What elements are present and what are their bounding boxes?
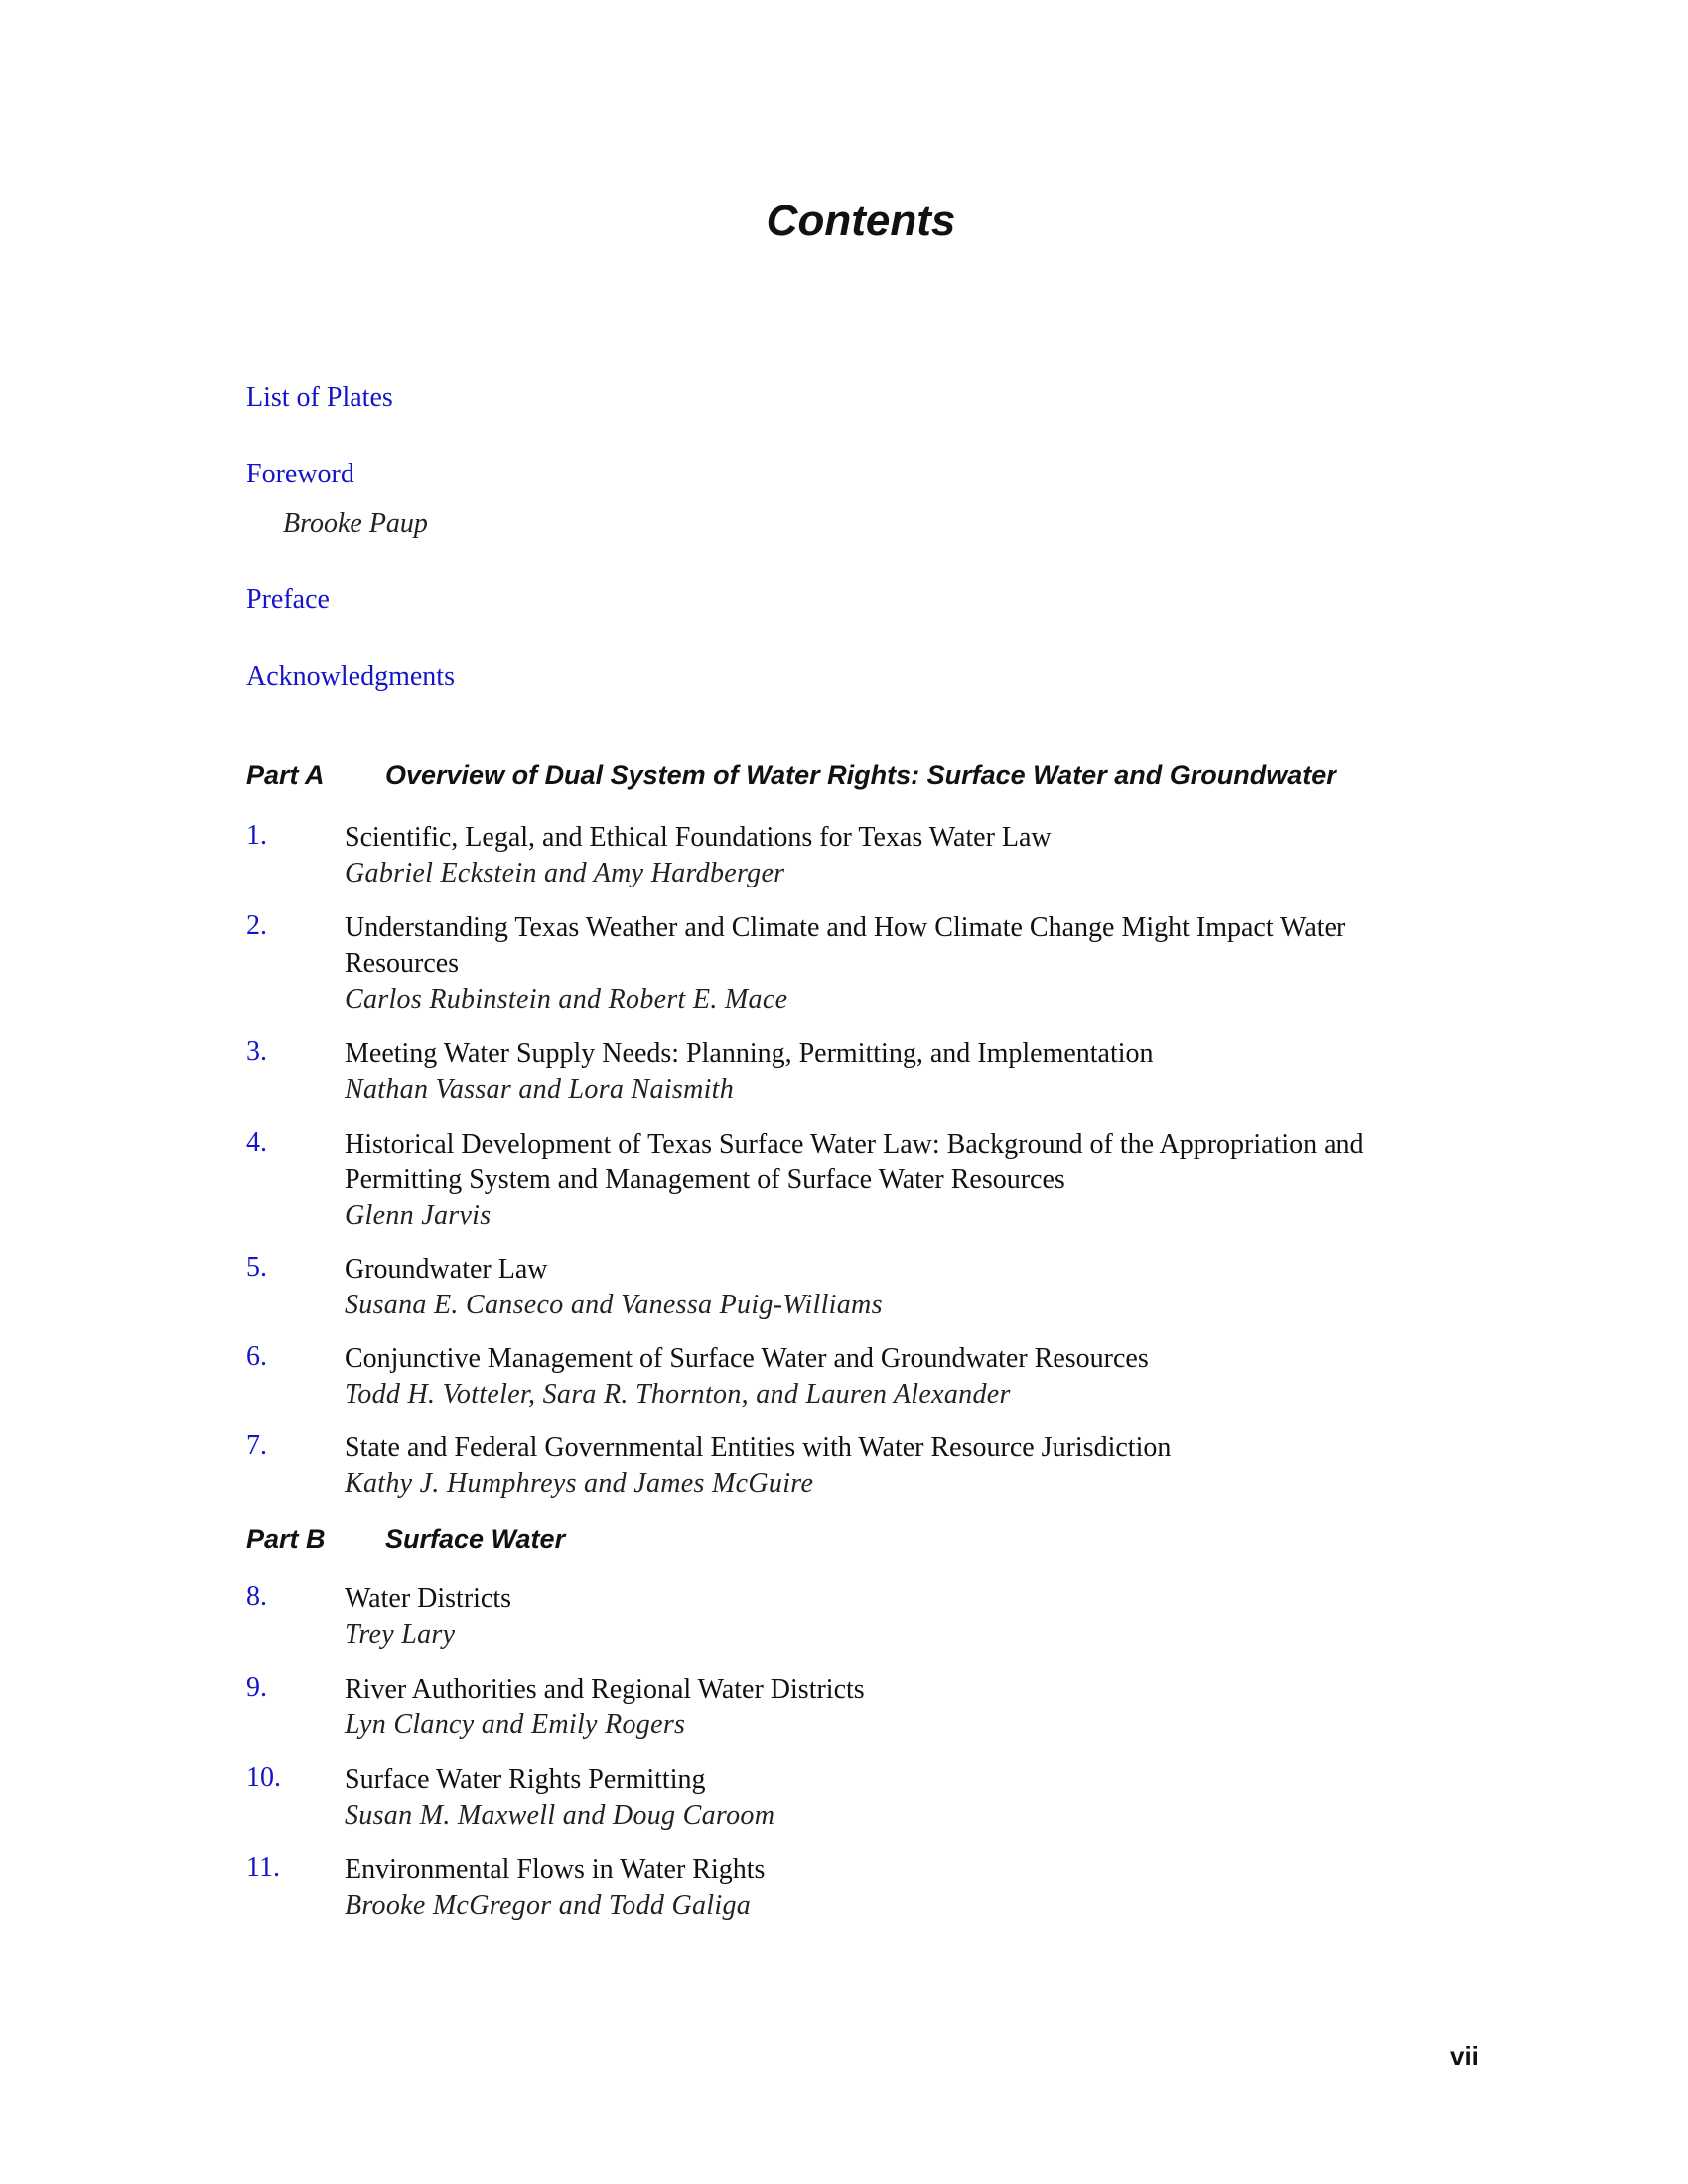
toc-link-foreword[interactable]: Foreword	[246, 459, 354, 489]
foreword-author: Brooke Paup	[283, 508, 428, 539]
chapter-title-continued: Resources	[345, 948, 460, 979]
chapter-title: Water Districts	[345, 1583, 512, 1614]
chapter-authors: Carlos Rubinstein and Robert E. Mace	[345, 984, 788, 1015]
chapter-number-link[interactable]: 9.	[246, 1672, 267, 1703]
chapter-title: Surface Water Rights Permitting	[345, 1764, 706, 1795]
chapter-authors: Brooke McGregor and Todd Galiga	[345, 1890, 752, 1921]
chapter-number-link[interactable]: 5.	[246, 1252, 267, 1283]
chapter-authors: Susan M. Maxwell and Doug Caroom	[345, 1800, 775, 1831]
chapter-title: State and Federal Governmental Entities with Water Resource Jurisdiction	[345, 1433, 1172, 1463]
part-label: Part A	[246, 760, 325, 790]
chapter-number-link[interactable]: 1.	[246, 820, 267, 851]
chapter-authors: Lyn Clancy and Emily Rogers	[345, 1709, 686, 1740]
chapter-authors: Susana E. Canseco and Vanessa Puig-Williams	[345, 1290, 883, 1320]
chapter-authors: Gabriel Eckstein and Amy Hardberger	[345, 858, 785, 888]
page-number: vii	[1450, 2041, 1478, 2071]
chapter-title: Groundwater Law	[345, 1254, 548, 1285]
chapter-authors: Todd H. Votteler, Sara R. Thornton, and Lauren Alexander	[345, 1379, 1011, 1410]
chapter-title: Meeting Water Supply Needs: Planning, Permitting, and Implementation	[345, 1038, 1154, 1069]
chapter-title: Conjunctive Management of Surface Water and Groundwater Resources	[345, 1343, 1149, 1374]
chapter-title: River Authorities and Regional Water Districts	[345, 1674, 865, 1705]
chapter-authors: Trey Lary	[345, 1619, 456, 1650]
part-label: Part B	[246, 1524, 326, 1554]
part-title: Surface Water	[385, 1524, 566, 1554]
chapter-number-link[interactable]: 10.	[246, 1762, 281, 1793]
chapter-title: Understanding Texas Weather and Climate and How Climate Change Might Impact Water	[345, 912, 1346, 943]
chapter-title: Historical Development of Texas Surface Water Law: Background of the Appropriation and	[345, 1129, 1364, 1160]
chapter-title-continued: Permitting System and Management of Surface Water Resources	[345, 1164, 1065, 1195]
chapter-title: Scientific, Legal, and Ethical Foundations for Texas Water Law	[345, 822, 1052, 853]
chapter-number-link[interactable]: 4.	[246, 1127, 267, 1158]
chapter-authors: Glenn Jarvis	[345, 1200, 492, 1231]
toc-link-acknowledgments[interactable]: Acknowledgments	[246, 661, 455, 692]
chapter-number-link[interactable]: 3.	[246, 1036, 267, 1067]
chapter-number-link[interactable]: 6.	[246, 1341, 267, 1372]
chapter-authors: Kathy J. Humphreys and James McGuire	[345, 1468, 814, 1499]
part-heading	[246, 1524, 566, 1555]
chapter-number-link[interactable]: 8.	[246, 1581, 267, 1612]
chapter-number-link[interactable]: 7.	[246, 1431, 267, 1461]
chapter-number-link[interactable]: 11.	[246, 1852, 280, 1883]
toc-link-preface[interactable]: Preface	[246, 584, 330, 614]
part-heading	[246, 760, 1336, 791]
chapter-number-link[interactable]: 2.	[246, 910, 267, 941]
page-title: Contents	[766, 197, 956, 245]
chapter-authors: Nathan Vassar and Lora Naismith	[345, 1074, 735, 1105]
chapter-title: Environmental Flows in Water Rights	[345, 1854, 766, 1885]
toc-link-list-of-plates[interactable]: List of Plates	[246, 382, 393, 413]
part-title: Overview of Dual System of Water Rights: Surface Water and Groundwater	[385, 760, 1336, 790]
